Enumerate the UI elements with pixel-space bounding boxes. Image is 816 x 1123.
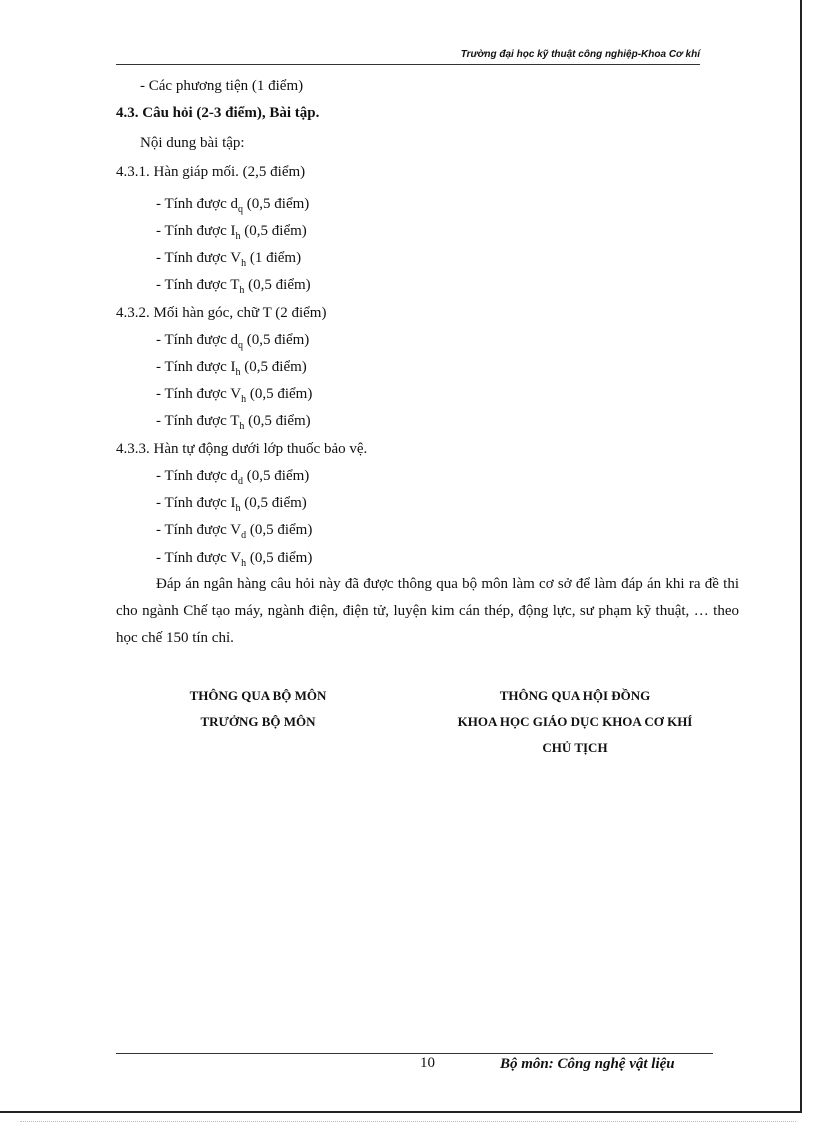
section-title: 4.3. Câu hỏi (2-3 điểm), Bài tập. xyxy=(116,105,320,121)
list-item: - Tính được $V_h$ (1 điểm) xyxy=(156,250,302,269)
list-item: - Tính được $V_h$ (0,5 điểm) xyxy=(156,386,313,405)
list-item: - Tính được $d_q$ (0,5 điểm) xyxy=(156,332,310,351)
subsection-title-433: 4.3.3. Hàn tự động dưới lớp thuốc bảo vệ. xyxy=(116,441,368,457)
signature-block-right xyxy=(420,683,730,761)
list-item: - Tính được $d_q$ (0,5 điểm) xyxy=(156,196,310,215)
page-edge-divider xyxy=(20,1121,796,1122)
list-item: - Tính được $I_h$ (0,5 điểm) xyxy=(156,495,307,514)
page-header: Trường đại học kỹ thuật công nghiệp-Khoa Cơ khí xyxy=(116,48,700,65)
signature-right-line2: KHOA HỌC GIÁO DỤC KHOA CƠ KHÍ xyxy=(457,714,693,729)
list-item: - Tính được $I_h$ (0,5 điểm) xyxy=(156,359,307,378)
signature-block-left xyxy=(140,683,376,735)
subsection-title-431: 4.3.1. Hàn giáp mối. (2,5 điểm) xyxy=(116,164,306,180)
page-number: 10 xyxy=(420,1055,435,1071)
list-item: - Tính được $T_h$ (0,5 điểm) xyxy=(156,413,311,432)
list-item: - Tính được $d_d$ (0,5 điểm) xyxy=(156,468,310,487)
list-item-phuong-tien: - Các phương tiện (1 điểm) xyxy=(140,78,304,94)
list-item: - Tính được $V_h$ (0,5 điểm) xyxy=(156,550,313,569)
list-item: - Tính được $I_h$ (0,5 điểm) xyxy=(156,223,307,242)
signature-left-line1: THÔNG QUA BỘ MÔN xyxy=(189,688,327,703)
signature-left-line2: TRƯỞNG BỘ MÔN xyxy=(200,714,316,729)
subsection-title-432: 4.3.2. Mối hàn góc, chữ T (2 điểm) xyxy=(116,305,327,321)
summary-paragraph: Đáp án ngân hàng câu hỏi này đã được thông qua bộ môn làm cơ sở để làm đáp án khi ra đề thi cho ngành Chế tạo máy, ngành điện, điện tử, luyện kim cán thép, động lực, sư phạm kỹ thuật, … theo học chế 150 tín chỉ. xyxy=(116,576,739,646)
signature-right-line3: CHỦ TỊCH xyxy=(542,740,608,755)
footer-department: Bộ môn: Công nghệ vật liệu xyxy=(500,1056,675,1072)
footer-divider xyxy=(116,1053,713,1054)
signature-right-line1: THÔNG QUA HỘI ĐỒNG xyxy=(499,688,651,703)
list-item: - Tính được $V_d$ (0,5 điểm) xyxy=(156,522,313,541)
list-item: - Tính được $T_h$ (0,5 điểm) xyxy=(156,277,311,296)
section-intro: Nội dung bài tập: xyxy=(140,135,245,151)
